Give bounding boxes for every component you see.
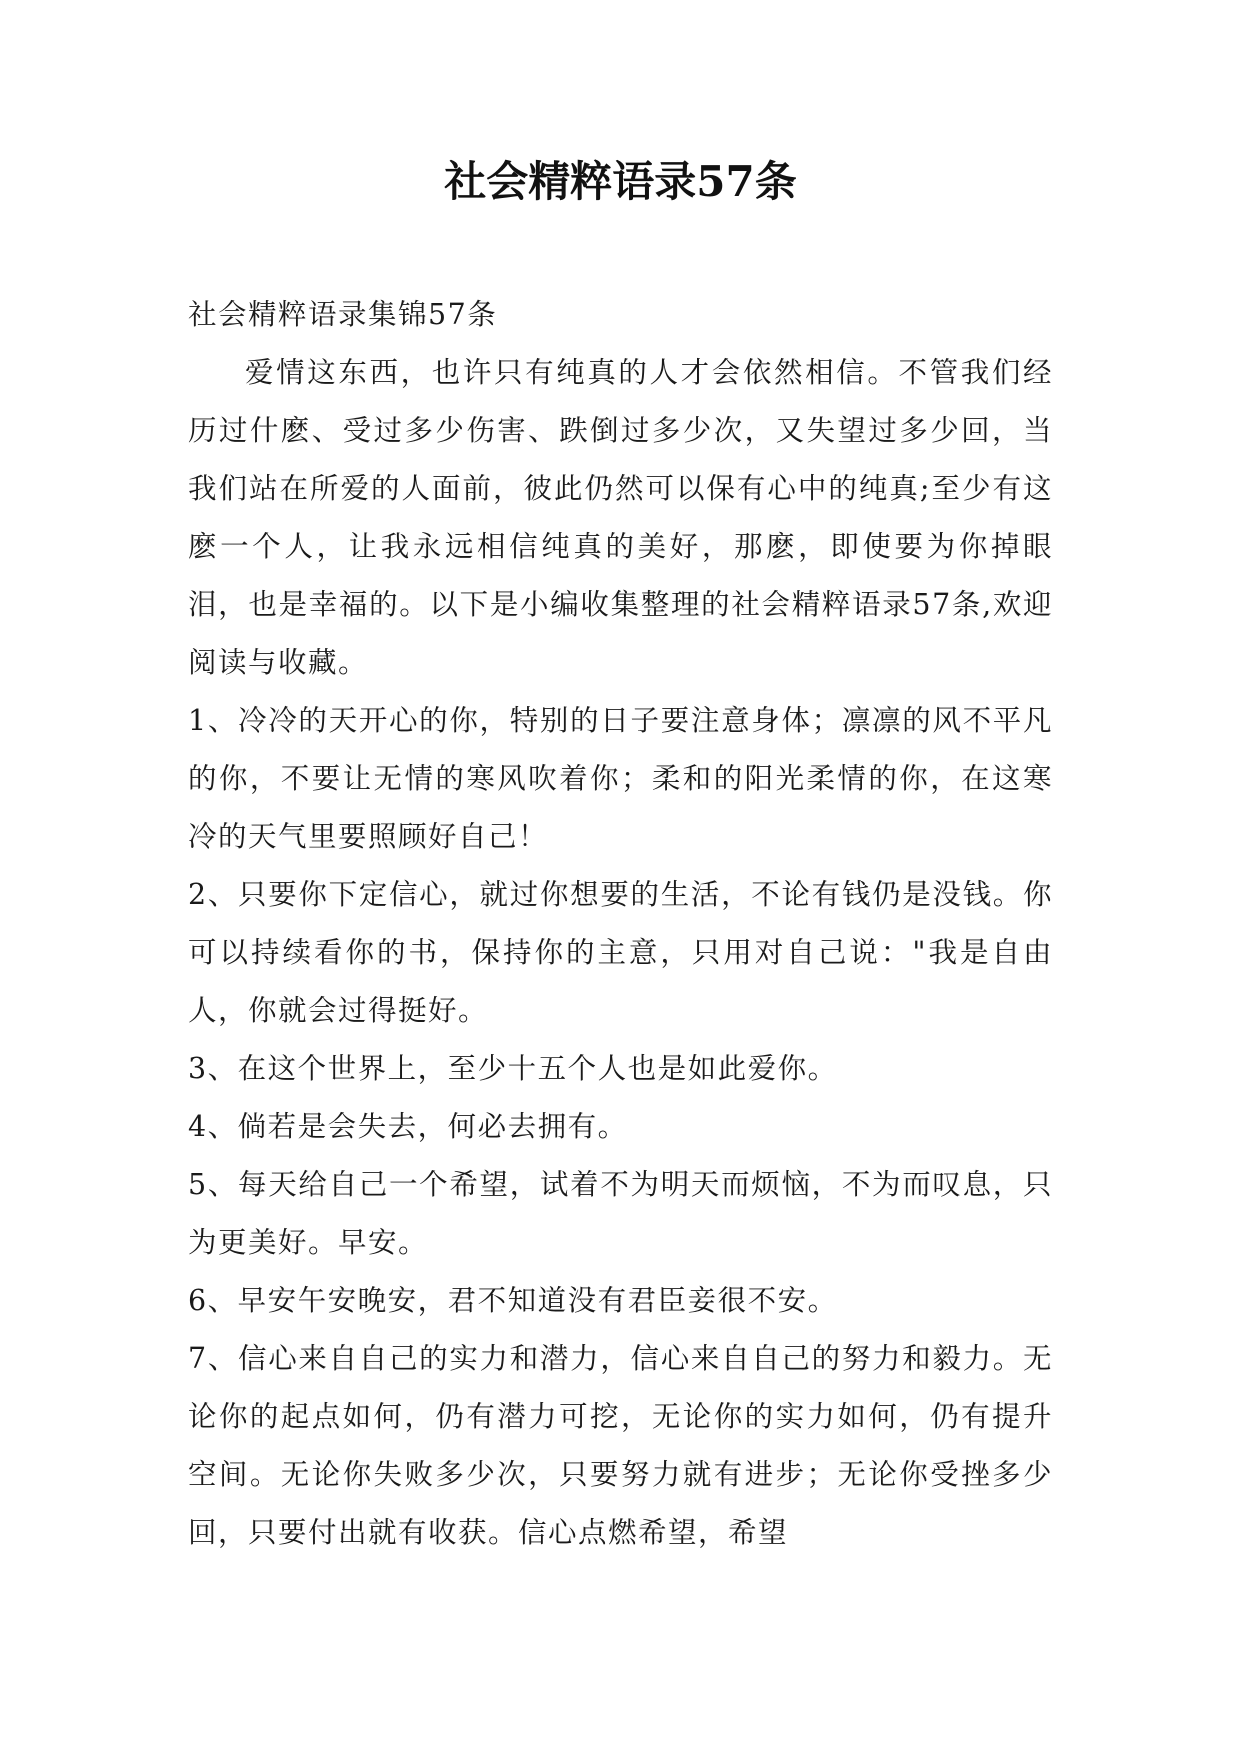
quote-item: 1、冷冷的天开心的你，特别的日子要注意身体；凛凛的风不平凡的你，不要让无情的寒风吹着你；柔和的阳光柔情的你，在这寒冷的天气里要照顾好自己！	[188, 704, 1053, 853]
intro-paragraph: 爱情这东西，也许只有纯真的人才会依然相信。不管我们经历过什麽、受过多少伤害、跌倒过多少次，又失望过多少回，当我们站在所爱的人面前，彼此仍然可以保有心中的纯真;至少有这麽一个人，让我永远相信纯真的美好，那麽，即使要为你掉眼泪，也是幸福的。以下是小编收集整理的社会精粹语录57条,欢迎阅读与收藏。	[188, 356, 1053, 679]
quote-item: 6、早安午安晚安，君不知道没有君臣妾很不安。	[188, 1284, 838, 1317]
quote-item: 5、每天给自己一个希望，试着不为明天而烦恼，不为而叹息，只为更美好。早安。	[188, 1168, 1053, 1259]
quote-item: 4、倘若是会失去，何必去拥有。	[188, 1110, 628, 1143]
document-body	[188, 286, 1053, 1562]
quote-item: 3、在这个世界上，至少十五个人也是如此爱你。	[188, 1052, 838, 1085]
document-title: 社会精粹语录57条	[444, 157, 797, 206]
document-subtitle: 社会精粹语录集锦57条	[188, 298, 498, 331]
quote-item: 7、信心来自自己的实力和潜力，信心来自自己的努力和毅力。无论你的起点如何，仍有潜力可挖，无论你的实力如何，仍有提升空间。无论你失败多少次，只要努力就有进步；无论你受挫多少回，只要付出就有收获。信心点燃希望，希望	[188, 1342, 1053, 1549]
quote-item: 2、只要你下定信心，就过你想要的生活，不论有钱仍是没钱。你可以持续看你的书，保持你的主意，只用对自己说："我是自由人，你就会过得挺好。	[188, 878, 1053, 1027]
